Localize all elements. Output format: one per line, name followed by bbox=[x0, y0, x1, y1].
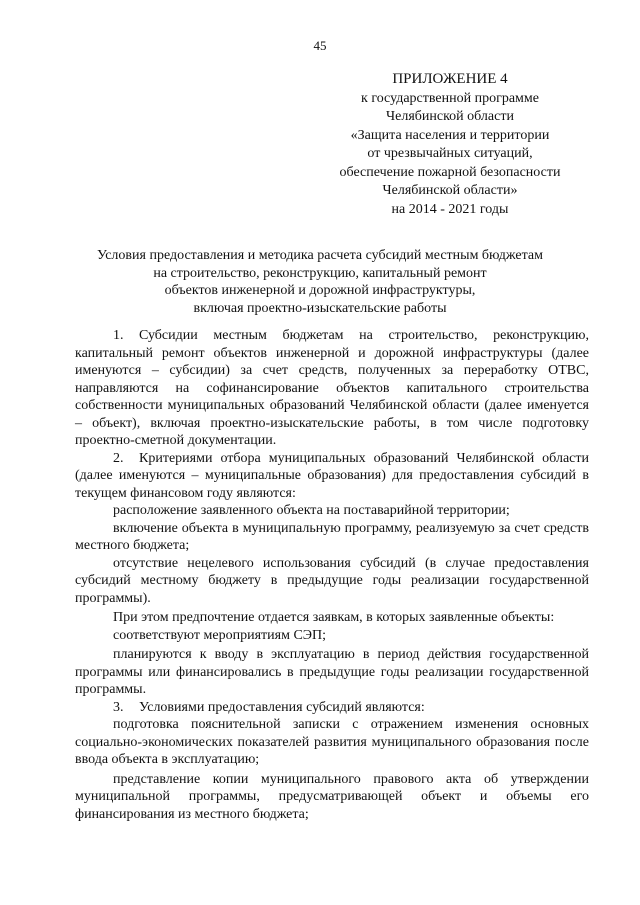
paragraph-3 bbox=[75, 699, 589, 717]
appendix-header bbox=[330, 70, 570, 219]
paragraph-text: Условиями предоставления субсидий являются: bbox=[139, 699, 425, 715]
title-line: Условия предоставления и методика расчета субсидий местным бюджетам bbox=[96, 248, 543, 263]
document-body bbox=[75, 327, 589, 823]
appendix-line: Челябинской области bbox=[386, 109, 514, 124]
criterion-item: включение объекта в муниципальную программу, реализуемую за счет средств местного бюджета; bbox=[75, 520, 589, 553]
title-line: на строительство, реконструкцию, капитальный ремонт bbox=[153, 265, 487, 281]
document-title bbox=[75, 247, 565, 317]
appendix-line: от чрезвычайных ситуаций, bbox=[367, 146, 533, 161]
paragraph-text: Субсидии местным бюджетам на строительство, реконструкцию, капитальный ремонт объектов инженерной и дорожной инфраструктуры (далее именуются – субсидии) за счет средств, полученных за переработку ОТВС, направляются на софинансирование объектов капитального строительства собственности муниципальных образований Челябинской области (далее именуется – объект), включая проектно-изыскательские работы, в том числе подготовку проектно-сметной документации. bbox=[75, 328, 589, 448]
paragraph-text: Критериями отбора муниципальных образований Челябинской области (далее именуются – муниципальные образования) для предоставления субсидий в текущем финансовом году являются: bbox=[75, 450, 589, 501]
paragraph-number: 2. bbox=[113, 450, 124, 466]
paragraph-1 bbox=[75, 327, 589, 450]
condition-item: представление копии муниципального правового акта об утверждении муниципальной программы, предусматривающей объект и объемы его финансирования из местного бюджета; bbox=[75, 771, 589, 822]
criterion-item: расположение заявленного объекта на поставарийной территории; bbox=[113, 503, 510, 518]
preference-item: планируются к вводу в эксплуатацию в период действия государственной программы или финансировались в предыдущие годы реализации государственной программы. bbox=[75, 647, 589, 697]
title-line: объектов инженерной и дорожной инфраструктуры, bbox=[164, 283, 476, 298]
appendix-line: на 2014 - 2021 годы bbox=[391, 201, 509, 217]
paragraph-number: 1. bbox=[113, 328, 124, 343]
appendix-line: к государственной программе bbox=[361, 90, 539, 106]
criterion-item: отсутствие нецелевого использования субсидий (в случае предоставления субсидий местному бюджету в предыдущие годы реализации государственной программы). bbox=[75, 555, 589, 606]
preference-item: соответствуют мероприятиям СЭП; bbox=[113, 627, 327, 643]
paragraph-number: 3. bbox=[113, 699, 124, 715]
appendix-line: «Защита населения и территории bbox=[350, 127, 550, 143]
appendix-line: Челябинской области» bbox=[382, 183, 518, 198]
title-line: включая проектно-изыскательские работы bbox=[193, 300, 447, 316]
appendix-line: обеспечение пожарной безопасности bbox=[339, 164, 561, 180]
appendix-title: ПРИЛОЖЕНИЕ 4 bbox=[392, 71, 508, 87]
preference-intro: При этом предпочтение отдается заявкам, в которых заявленные объекты: bbox=[113, 610, 555, 625]
paragraph-2 bbox=[75, 450, 589, 503]
condition-item: подготовка пояснительной записки с отражением изменения основных социально-экономических показателей развития муниципального образования после ввода объекта в эксплуатацию; bbox=[75, 717, 589, 767]
page-number: 45 bbox=[313, 38, 327, 53]
